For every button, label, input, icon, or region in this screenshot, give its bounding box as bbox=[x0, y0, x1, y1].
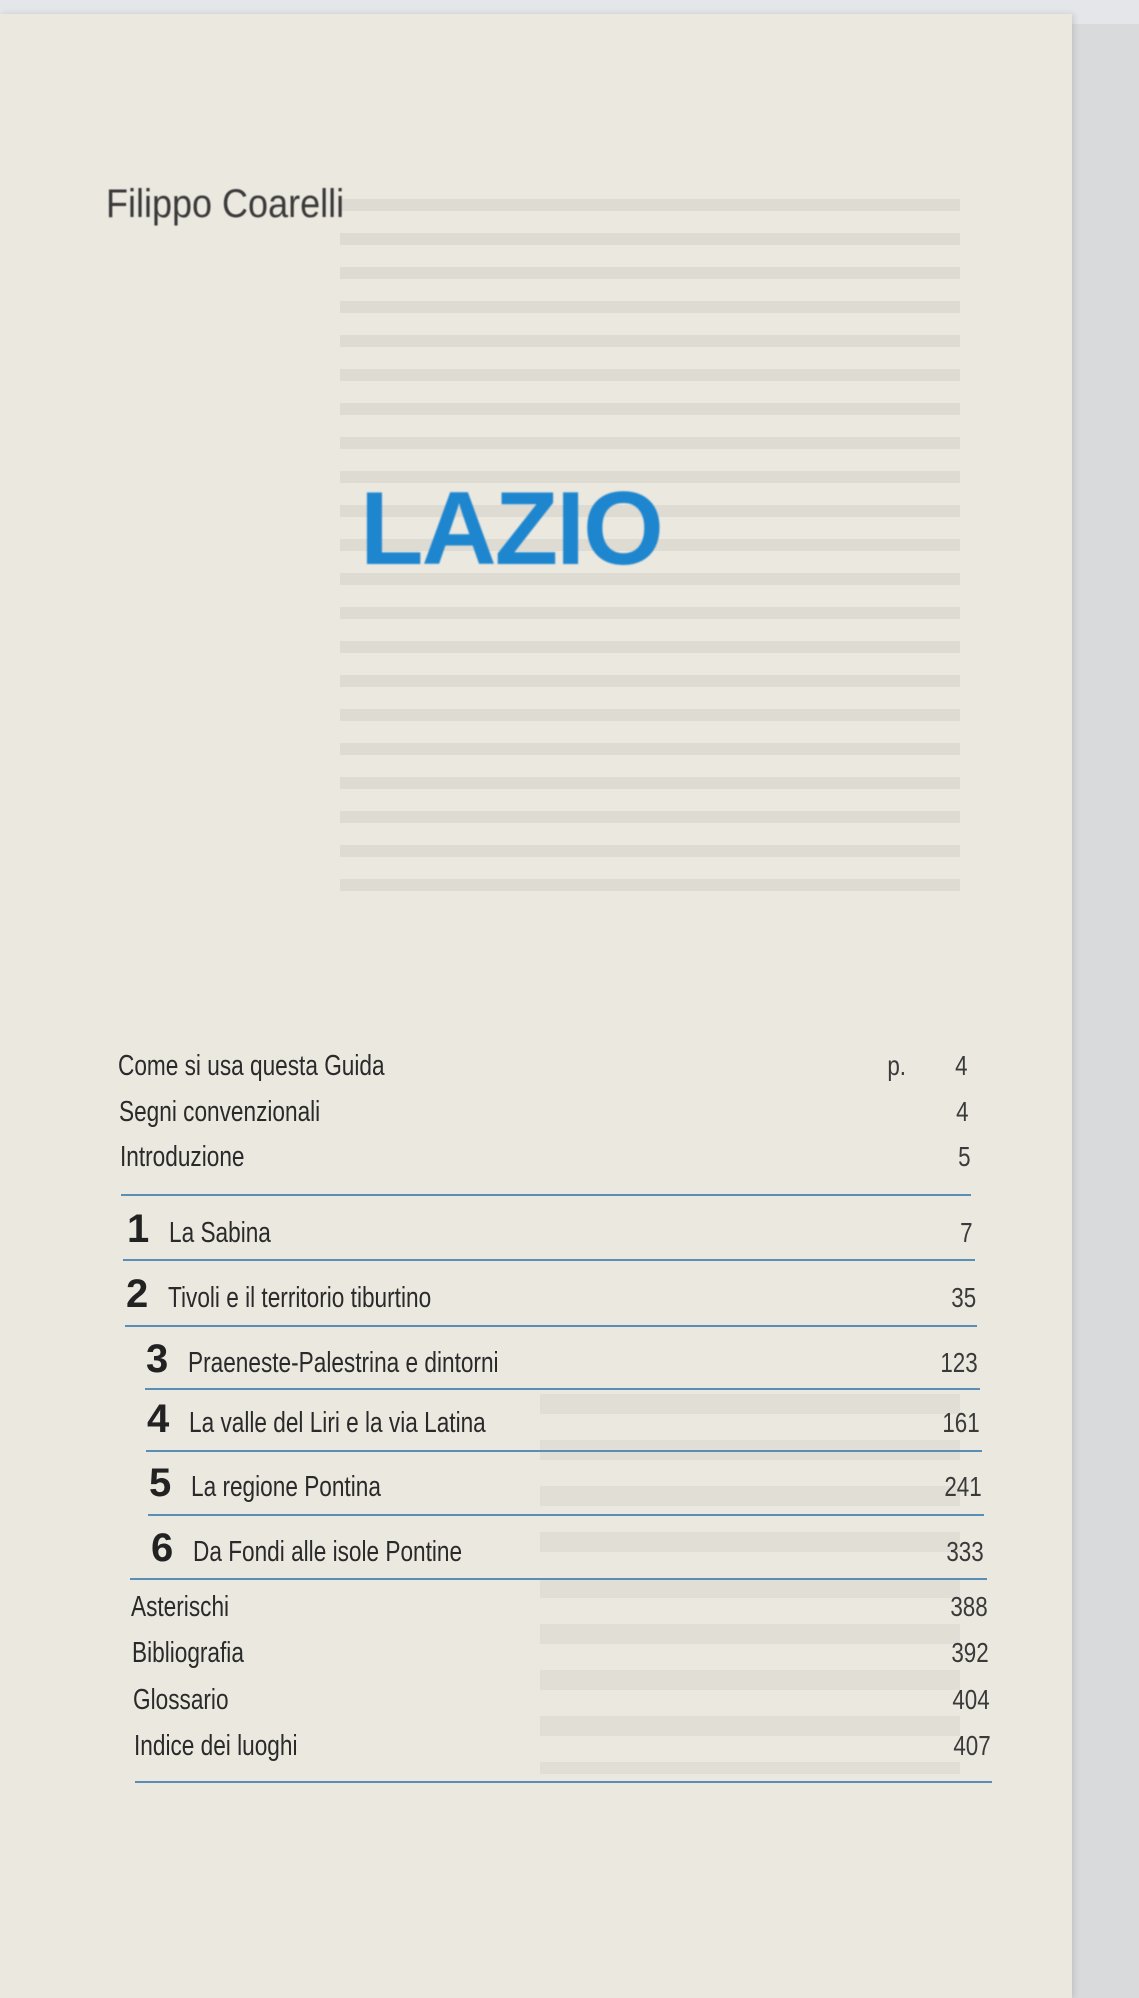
toc-chapter bbox=[127, 1207, 973, 1251]
toc-page: 7 bbox=[960, 1217, 973, 1248]
toc-page: 4 bbox=[955, 1050, 968, 1081]
toc-label: La regione Pontina bbox=[191, 1471, 381, 1503]
toc-chapter bbox=[147, 1397, 980, 1441]
divider bbox=[135, 1781, 992, 1783]
divider bbox=[121, 1194, 971, 1196]
chapter-number: 6 bbox=[151, 1526, 174, 1570]
divider bbox=[146, 1450, 982, 1452]
toc-label: Da Fondi alle isole Pontine bbox=[193, 1536, 463, 1568]
toc-label: La valle del Liri e la via Latina bbox=[189, 1407, 486, 1439]
page-prefix: p. bbox=[886, 1050, 906, 1081]
toc-label: Segni convenzionali bbox=[119, 1096, 321, 1128]
divider bbox=[145, 1388, 980, 1390]
toc-entry bbox=[120, 1141, 971, 1181]
toc-page: 241 bbox=[944, 1471, 982, 1502]
toc-entry bbox=[131, 1591, 988, 1631]
toc-page: 5 bbox=[958, 1141, 971, 1172]
chapter-number: 2 bbox=[126, 1272, 149, 1316]
toc-label: Tivoli e il territorio tiburtino bbox=[168, 1282, 432, 1314]
toc-page: 123 bbox=[940, 1347, 978, 1378]
toc-label: Bibliografia bbox=[132, 1637, 244, 1669]
divider bbox=[125, 1325, 977, 1327]
toc-label: Come si usa questa Guida bbox=[118, 1050, 385, 1082]
toc-page: 404 bbox=[952, 1684, 990, 1715]
toc-label: La Sabina bbox=[169, 1217, 271, 1249]
toc-page: 407 bbox=[953, 1730, 991, 1761]
toc-entry bbox=[134, 1730, 991, 1770]
divider bbox=[130, 1578, 987, 1580]
toc-label: Indice dei luoghi bbox=[134, 1730, 298, 1762]
toc-chapter bbox=[151, 1526, 984, 1570]
divider bbox=[123, 1259, 975, 1261]
book-title: LAZIO bbox=[360, 471, 662, 587]
chapter-number: 3 bbox=[146, 1337, 169, 1381]
toc-chapter bbox=[146, 1337, 978, 1381]
toc-chapter bbox=[126, 1272, 976, 1316]
toc-label: Glossario bbox=[133, 1684, 229, 1716]
toc-page: 35 bbox=[951, 1282, 976, 1313]
toc-page: 161 bbox=[942, 1407, 980, 1438]
author-name: Filippo Coarelli bbox=[106, 182, 345, 226]
toc-chapter bbox=[149, 1461, 982, 1505]
toc-entry bbox=[132, 1637, 989, 1677]
chapter-number: 1 bbox=[127, 1207, 150, 1251]
toc-page: 333 bbox=[946, 1536, 984, 1567]
toc-label: Praeneste-Palestrina e dintorni bbox=[188, 1347, 499, 1379]
toc-label: Introduzione bbox=[120, 1141, 245, 1173]
toc-page: 388 bbox=[950, 1591, 988, 1622]
toc-label: Asterischi bbox=[131, 1591, 230, 1623]
divider bbox=[148, 1514, 984, 1516]
toc-entry bbox=[119, 1096, 969, 1136]
toc-entry bbox=[133, 1684, 990, 1724]
toc-page: 392 bbox=[951, 1637, 989, 1668]
toc-page: 4 bbox=[956, 1096, 969, 1127]
chapter-number: 5 bbox=[149, 1461, 172, 1505]
toc-entry bbox=[118, 1050, 968, 1090]
chapter-number: 4 bbox=[147, 1397, 170, 1441]
